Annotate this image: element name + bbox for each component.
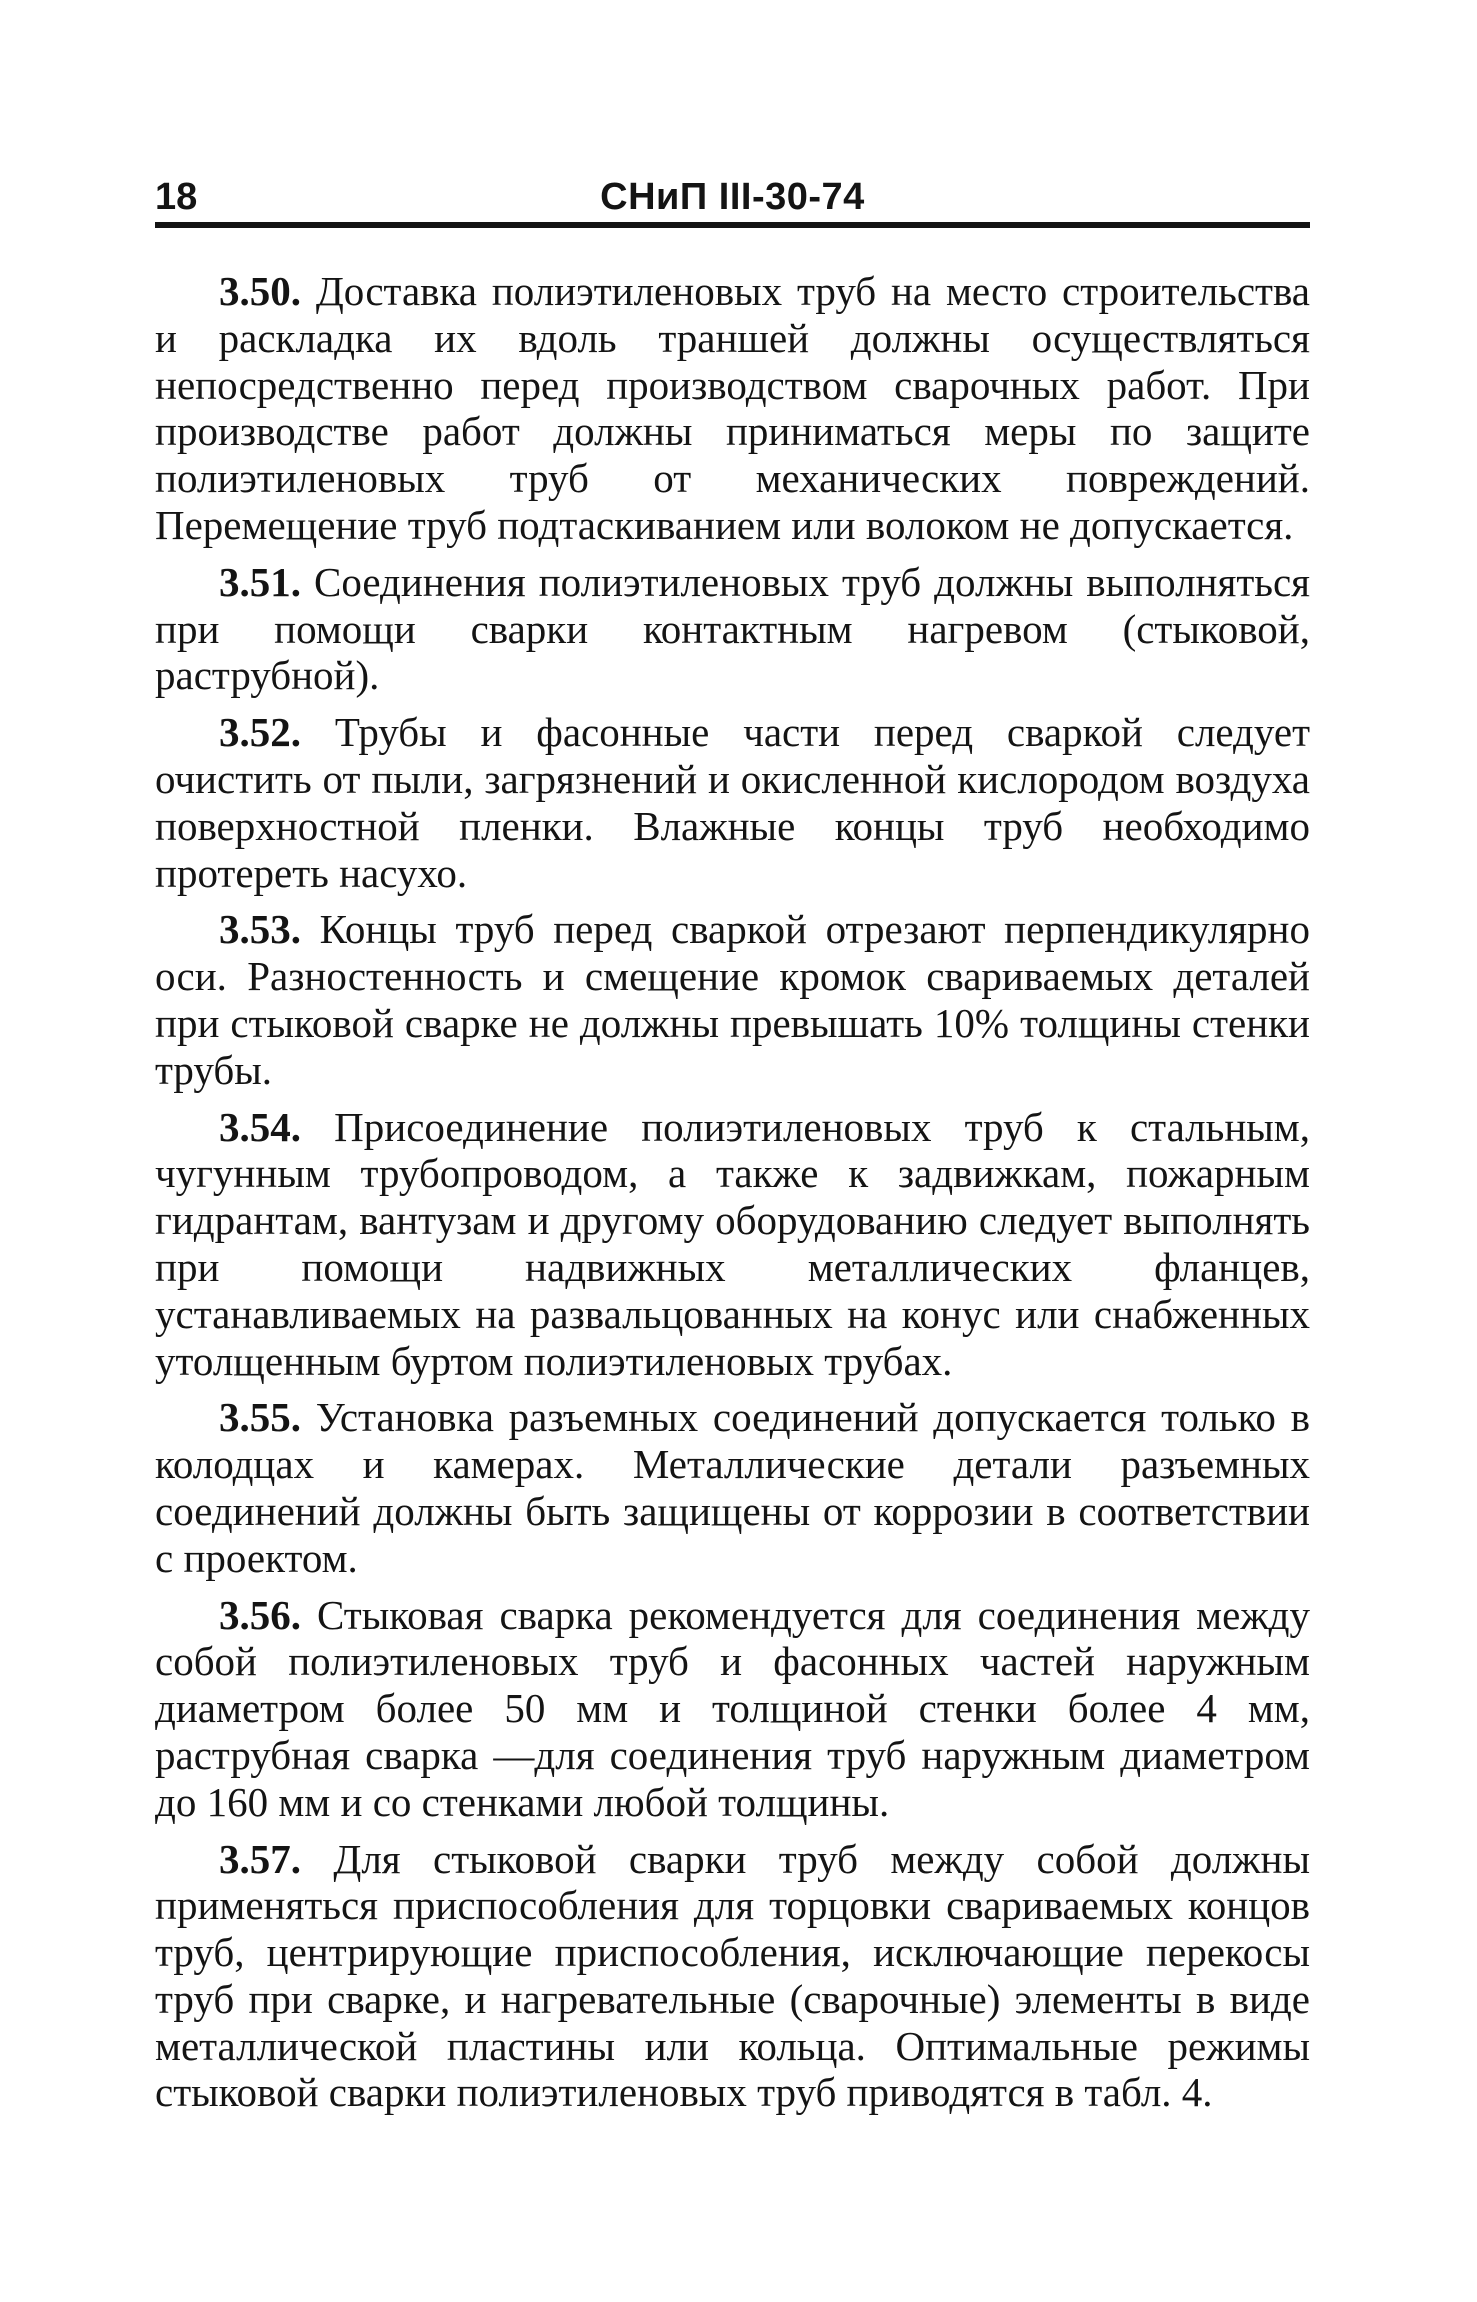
paragraph-3-57	[155, 1836, 1310, 2117]
paragraph-number: 3.51.	[219, 558, 301, 605]
paragraph-number: 3.54.	[219, 1103, 301, 1150]
paragraph-3-51	[155, 559, 1310, 699]
paragraph-number: 3.55.	[219, 1394, 301, 1441]
paragraph-number: 3.57.	[219, 1835, 301, 1882]
paragraph-text: Для стыковой сварки труб между собой должны применяться приспособления для торцовки свариваемых концов труб, центрирующие приспособления, исключающие перекосы труб при сварке, и нагревательные (сварочные) элементы в виде металлической пластины или кольца. Оптимальные режимы стыковой сварки полиэтиленовых труб приводятся в табл. 4.	[155, 1835, 1310, 2116]
paragraph-3-52	[155, 709, 1310, 896]
paragraph-3-56	[155, 1592, 1310, 1826]
paragraph-number: 3.53.	[219, 906, 301, 953]
header-rule	[155, 222, 1310, 228]
paragraph-text: Соединения полиэтиленовых труб должны выполняться при помощи сварки контактным нагревом (стыковой, раструбной).	[155, 558, 1311, 699]
paragraph-number: 3.56.	[219, 1591, 301, 1638]
paragraph-text: Стыковая сварка рекомендуется для соединения между собой полиэтиленовых труб и фасонных частей наружным диаметром более 50 мм и толщиной стенки более 4 мм, раструбная сварка —для соединения труб наружным диаметром до 160 мм и со стенками любой толщины.	[155, 1591, 1311, 1825]
paragraph-text: Трубы и фасонные части перед сваркой следует очистить от пыли, загрязнений и окисленной кислородом воздуха поверхностной пленки. Влажные концы труб необходимо протереть насухо.	[155, 709, 1310, 896]
paragraph-3-54	[155, 1104, 1310, 1385]
paragraph-3-50	[155, 268, 1310, 549]
paragraph-text: Установка разъемных соединений допускается только в колодцах и камерах. Металлические детали разъемных соединений должны быть защищены от коррозии в соответствии с проектом.	[155, 1394, 1311, 1581]
paragraph-3-53	[155, 906, 1310, 1093]
body-text	[155, 268, 1310, 2116]
page-number: 18	[155, 176, 198, 218]
paragraph-number: 3.52.	[219, 709, 301, 756]
paragraph-text: Доставка полиэтиленовых труб на место строительства и раскладка их вдоль траншей должны осуществляться непосредственно перед производством сварочных работ. При производстве работ должны приниматься меры по защите полиэтиленовых труб от механических повреждений. Перемещение труб подтаскиванием или волоком не допускается.	[155, 268, 1310, 548]
paragraph-text: Концы труб перед сваркой отрезают перпендикулярно оси. Разностенность и смещение кромок свариваемых деталей при стыковой сварке не должны превышать 10% толщины стенки трубы.	[155, 906, 1310, 1093]
paragraph-text: Присоединение полиэтиленовых труб к стальным, чугунным трубопроводом, а также к задвижкам, пожарным гидрантам, вантузам и другому оборудованию следует выполнять при помощи надвижных металлических фланцев, устанавливаемых на развальцованных на конус или снабженных утолщенным буртом полиэтиленовых трубах.	[155, 1103, 1311, 1384]
running-title: СНиП III-30-74	[600, 176, 865, 218]
paragraph-3-55	[155, 1394, 1310, 1581]
paragraph-number: 3.50.	[219, 268, 301, 314]
